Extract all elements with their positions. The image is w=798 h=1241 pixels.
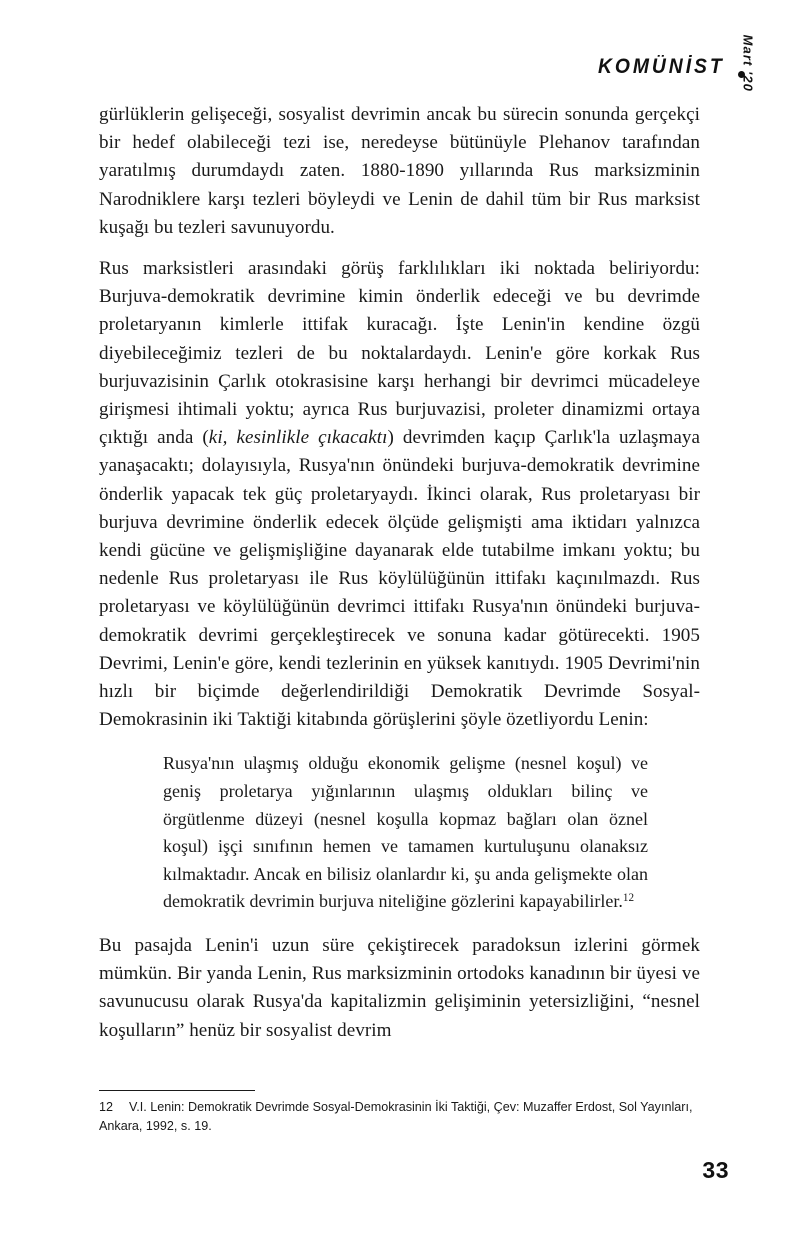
paragraph-2 (99, 255, 700, 734)
paragraph-2-emphasis: ki, kesinlikle çıkacaktı (208, 427, 388, 449)
issue-date: Mart '20 (740, 34, 755, 92)
page-number: 33 (702, 1157, 729, 1183)
paragraph-3: Bu pasajda Lenin'i uzun süre çekiştirecek paradoksun izlerini görmek mümkün. Bir yanda Lenin, Rus marksizminin ortodoks kanadının bir üyesi ve savunucusu olarak Rusya'da kapitalizmin gelişiminin yetersizliğini, “nesnel koşulların” henüz bir sosyalist devrim (99, 935, 700, 1041)
paragraph-2-tail: ) devrimden kaçıp Çarlık'la uzlaşmaya yanaşacaktı; dolayısıyla, Rusya'nın önündeki burjuva-demokratik devrimine önderlik yapacak tek güç proletaryaydı. İkinci olarak, Rus proletaryası bir burjuva devrimine önderlik edecek ölçüde gelişmişti ama iktidarı yalnızca kendi gücüne ve gelişmişliğine dayanarak elde tutabilme imkanı yoktu; bu nedenle Rus proletaryası ile Rus köylülüğünün ittifakı kaçınılmazdı. Rus proletaryası ve köylülüğünün devrimci ittifakı Rusya'nın önündeki burjuva-demokratik devrimi gerçekleştirecek ve sonuna kadar götürecekti. 1905 Devrimi, Lenin'e göre, kendi tezlerinin en yüksek kanıtıydı. 1905 Devrimi'nin hızlı bir biçimde değerlendirildiği Demokratik Devrimde Sosyal-Demokrasinin iki Taktiği kitabında görüşlerini şöyle özetliyordu Lenin: (99, 427, 701, 731)
running-header (0, 55, 798, 89)
block-quote-body: Rusya'nın ulaşmış olduğu ekonomik gelişme (nesnel koşul) ve geniş proletarya yığınlarının ulaşmış oldukları bilinç ve örgütlenme düzeyi (nesnel koşulla kopmaz bağları olan öznel koşul) işçi sınıfının hemen ve tamamen kurtuluşunu olanaksız kılmaktadır. Ancak en bilisiz olanlardır ki, şu anda gelişmekte olan demokratik devrimin burjuva niteliğine gözlerini kapayabilirler. (163, 753, 648, 912)
paragraph-2-lead: Rus marksistleri arasındaki görüş farklılıkları iki noktada beliriyordu: Burjuva-demokratik devrimine kimin önderlik edeceği ve bu devrimde proletaryanın kimlerle ittifak kuracağı. İşte Lenin'in kendine özgü diyebileceğimiz tezleri de bu noktalardaydı. Lenin'e göre korkak Rus burjuvazisinin Çarlık otokrasisine karşı herhangi bir devrimci mücadeleye girişmesi ihtimali yoktu; ayrıca Rus burjuvazisi, proleter dinamizmi ortaya çıktığı anda ( (99, 258, 700, 449)
footnote-area (99, 1090, 700, 1135)
block-quote-text (163, 750, 648, 916)
text-column (99, 101, 700, 1045)
paragraph-1: gürlüklerin gelişeceği, sosyalist devrimin ancak bu sürecin sonunda gerçekçi bir hedef olabileceği tezi ise, neredeyse bütünüyle Plehanov tarafından yaratılmış durumdaydı zaten. 1880-1890 yıllarında Rus marksizminin Narodniklere karşı tezleri böyleydi ve Lenin de dahil tüm bir Rus marksist kuşağı bu tezleri savunuyordu. (99, 104, 700, 238)
block-quote (99, 750, 700, 916)
footnote-reference-marker: 12 (622, 892, 635, 905)
footnote-citation: V.I. Lenin: Demokratik Devrimde Sosyal-Demokrasinin İki Taktiği, Çev: Muzaffer Erdost, Sol Yayınları, Ankara, 1992, s. 19. (99, 1100, 693, 1133)
footnote-separator-rule (99, 1090, 255, 1091)
footnote-number: 12 (99, 1100, 114, 1114)
footnote-entry (99, 1098, 700, 1135)
publication-title: KOMÜNİST (598, 55, 725, 78)
